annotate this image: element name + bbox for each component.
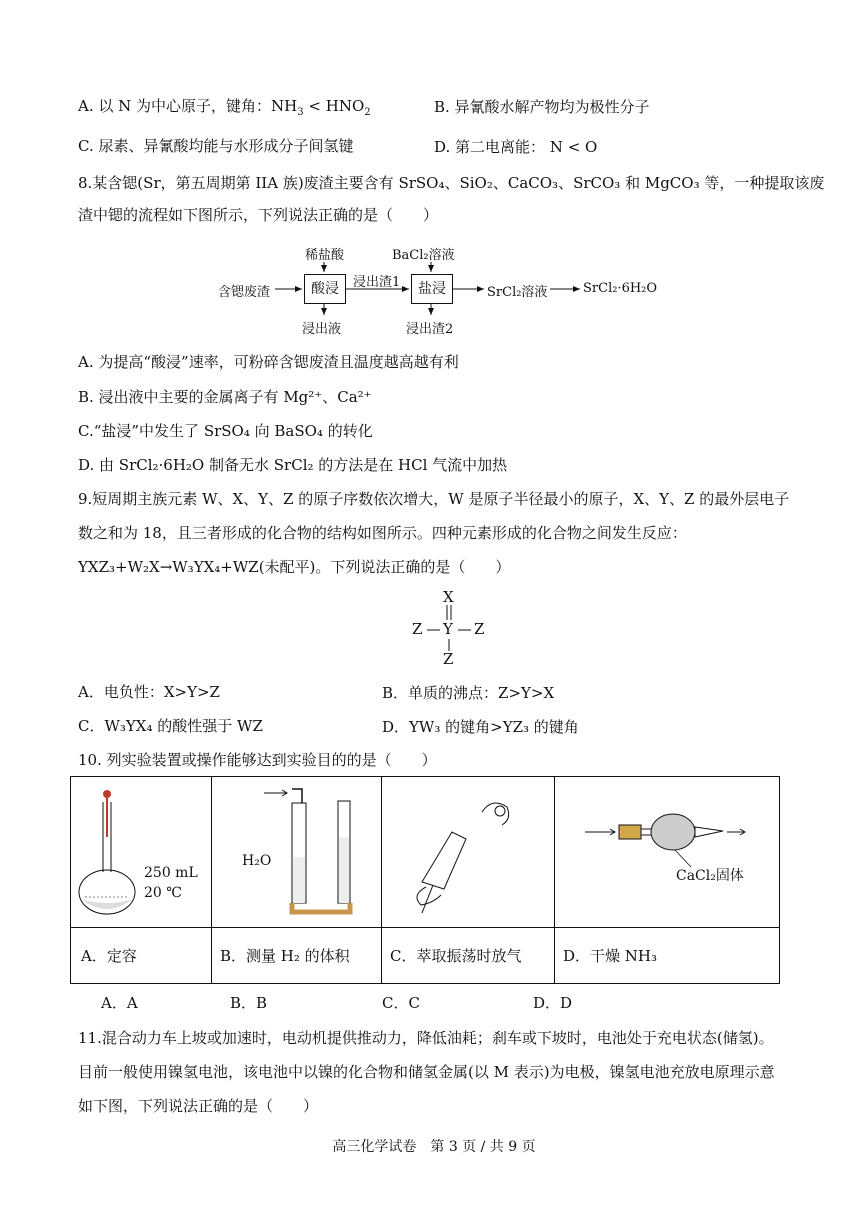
q9-option-d: D．YW₃ 的键角>YZ₃ 的键角 <box>382 718 579 736</box>
struct-center: Y <box>443 620 453 638</box>
volumetric-flask-icon <box>71 777 211 927</box>
flow-box-salt-leach: 盐浸 <box>411 274 453 304</box>
cell-image-c <box>382 777 555 928</box>
q7-option-c: C. 尿素、异氰酸均能与水形成分子间氢键 <box>78 137 354 155</box>
q8-option-c: C.“盐浸”中发生了 SrSO₄ 向 BaSO₄ 的转化 <box>78 422 373 440</box>
flow-start: 含锶废渣 <box>218 285 271 300</box>
caption-d: D．干燥 NH₃ <box>555 928 780 984</box>
drying-agent-label: CaCl₂固体 <box>676 868 744 884</box>
q7-option-b: B. 异氰酸水解产物均为极性分子 <box>434 98 650 116</box>
less-than: < <box>303 97 326 115</box>
cell-image-d <box>555 777 780 928</box>
gas-burette-icon <box>212 777 381 927</box>
q7-option-a-text: A. 以 N 为中心原子，键角： <box>78 97 272 115</box>
q10-answer-b: B．B <box>230 994 268 1012</box>
struct-right: Z <box>474 620 485 638</box>
q11-line2: 目前一般使用镍氢电池，该电池中以镍的化合物和储氢金属(以 M 表示)为电极，镍氢电池充放电原理示意 <box>78 1063 775 1081</box>
flow-arrows <box>0 0 868 360</box>
flow-mid: 浸出渣1 <box>353 275 401 290</box>
caption-a: A．定容 <box>71 928 212 984</box>
q11-line1: 11.混合动力车上坡或加速时，电动机提供推动力，降低油耗；刹车或下坡时，电池处于充电状态(储氢)。 <box>78 1029 774 1047</box>
burette-water-label: H₂O <box>242 853 272 869</box>
flow-box-acid-leach: 酸浸 <box>304 274 346 304</box>
q9-option-a: A．电负性：X>Y>Z <box>78 683 220 701</box>
formula-nh3: NH <box>271 97 298 115</box>
struct-bonds <box>400 585 500 670</box>
q9-option-b: B．单质的沸点：Z>Y>X <box>382 684 555 702</box>
q8-stem-line2: 渣中锶的流程如下图所示，下列说法正确的是（ ） <box>78 206 439 224</box>
q7-option-d: D. 第二电离能： N < O <box>434 138 598 156</box>
struct-top: X <box>443 588 454 606</box>
caption-c: C．萃取振荡时放气 <box>382 928 555 984</box>
page-footer: 高三化学试卷 第 3 页 / 共 9 页 <box>332 1139 536 1155</box>
q8-option-d: D. 由 SrCl₂·6H₂O 制备无水 SrCl₂ 的方法是在 HCl 气流中加热 <box>78 456 508 474</box>
separatory-funnel-icon <box>382 777 554 927</box>
subscript: 2 <box>364 107 371 118</box>
q9-stem-line2: 数之和为 18，且三者形成的化合物的结构如图所示。四种元素形成的化合物之间发生反应： <box>78 524 687 542</box>
struct-bottom: Z <box>443 650 454 668</box>
q9-stem-line3: YXZ₃+W₂X→W₃YX₄+WZ(未配平)。下列说法正确的是（ ） <box>78 558 511 576</box>
q10-answer-c: C．C <box>382 994 420 1012</box>
cell-image-a <box>71 777 212 928</box>
formula-hno2: HNO <box>325 97 365 115</box>
struct-left: Z <box>412 620 423 638</box>
cell-image-b <box>212 777 382 928</box>
caption-b: B．测量 H₂ 的体积 <box>212 928 382 984</box>
flow-out2: 浸出渣2 <box>406 322 454 337</box>
flow-product2: SrCl₂·6H₂O <box>583 281 658 296</box>
q9-stem-line1: 9.短周期主族元素 W、X、Y、Z 的原子序数依次增大，W 是原子半径最小的原子，X、Y、Z 的最外层电子 <box>78 490 790 508</box>
q9-option-c: C．W₃YX₄ 的酸性强于 WZ <box>78 717 263 735</box>
flow-reagent2: BaCl₂溶液 <box>392 248 455 263</box>
flow-product1: SrCl₂溶液 <box>487 285 548 300</box>
drying-tube-icon <box>555 777 779 927</box>
subscript: 3 <box>297 107 304 118</box>
q10-experiment-table <box>70 776 780 984</box>
q8-option-a: A. 为提高“酸浸”速率，可粉碎含锶废渣且温度越高越有利 <box>78 353 459 371</box>
q10-stem: 10. 列实验装置或操作能够达到实验目的的是（ ） <box>78 751 437 769</box>
q10-answer-a: A．A <box>101 994 138 1012</box>
flask-volume: 250 mL <box>144 865 198 881</box>
q8-option-b: B. 浸出液中主要的金属离子有 Mg²⁺、Ca²⁺ <box>78 388 372 406</box>
flow-reagent1: 稀盐酸 <box>305 248 345 263</box>
q11-line3: 如下图，下列说法正确的是（ ） <box>78 1097 319 1115</box>
q8-stem-line1: 8.某含锶(Sr，第五周期第 IIA 族)废渣主要含有 SrSO₄、SiO₂、CaCO₃、SrCO₃ 和 MgCO₃ 等，一种提取该废 <box>78 174 825 192</box>
q10-answer-d: D．D <box>533 994 573 1012</box>
flask-temp: 20 ℃ <box>144 885 182 901</box>
flow-out1: 浸出液 <box>302 322 342 337</box>
